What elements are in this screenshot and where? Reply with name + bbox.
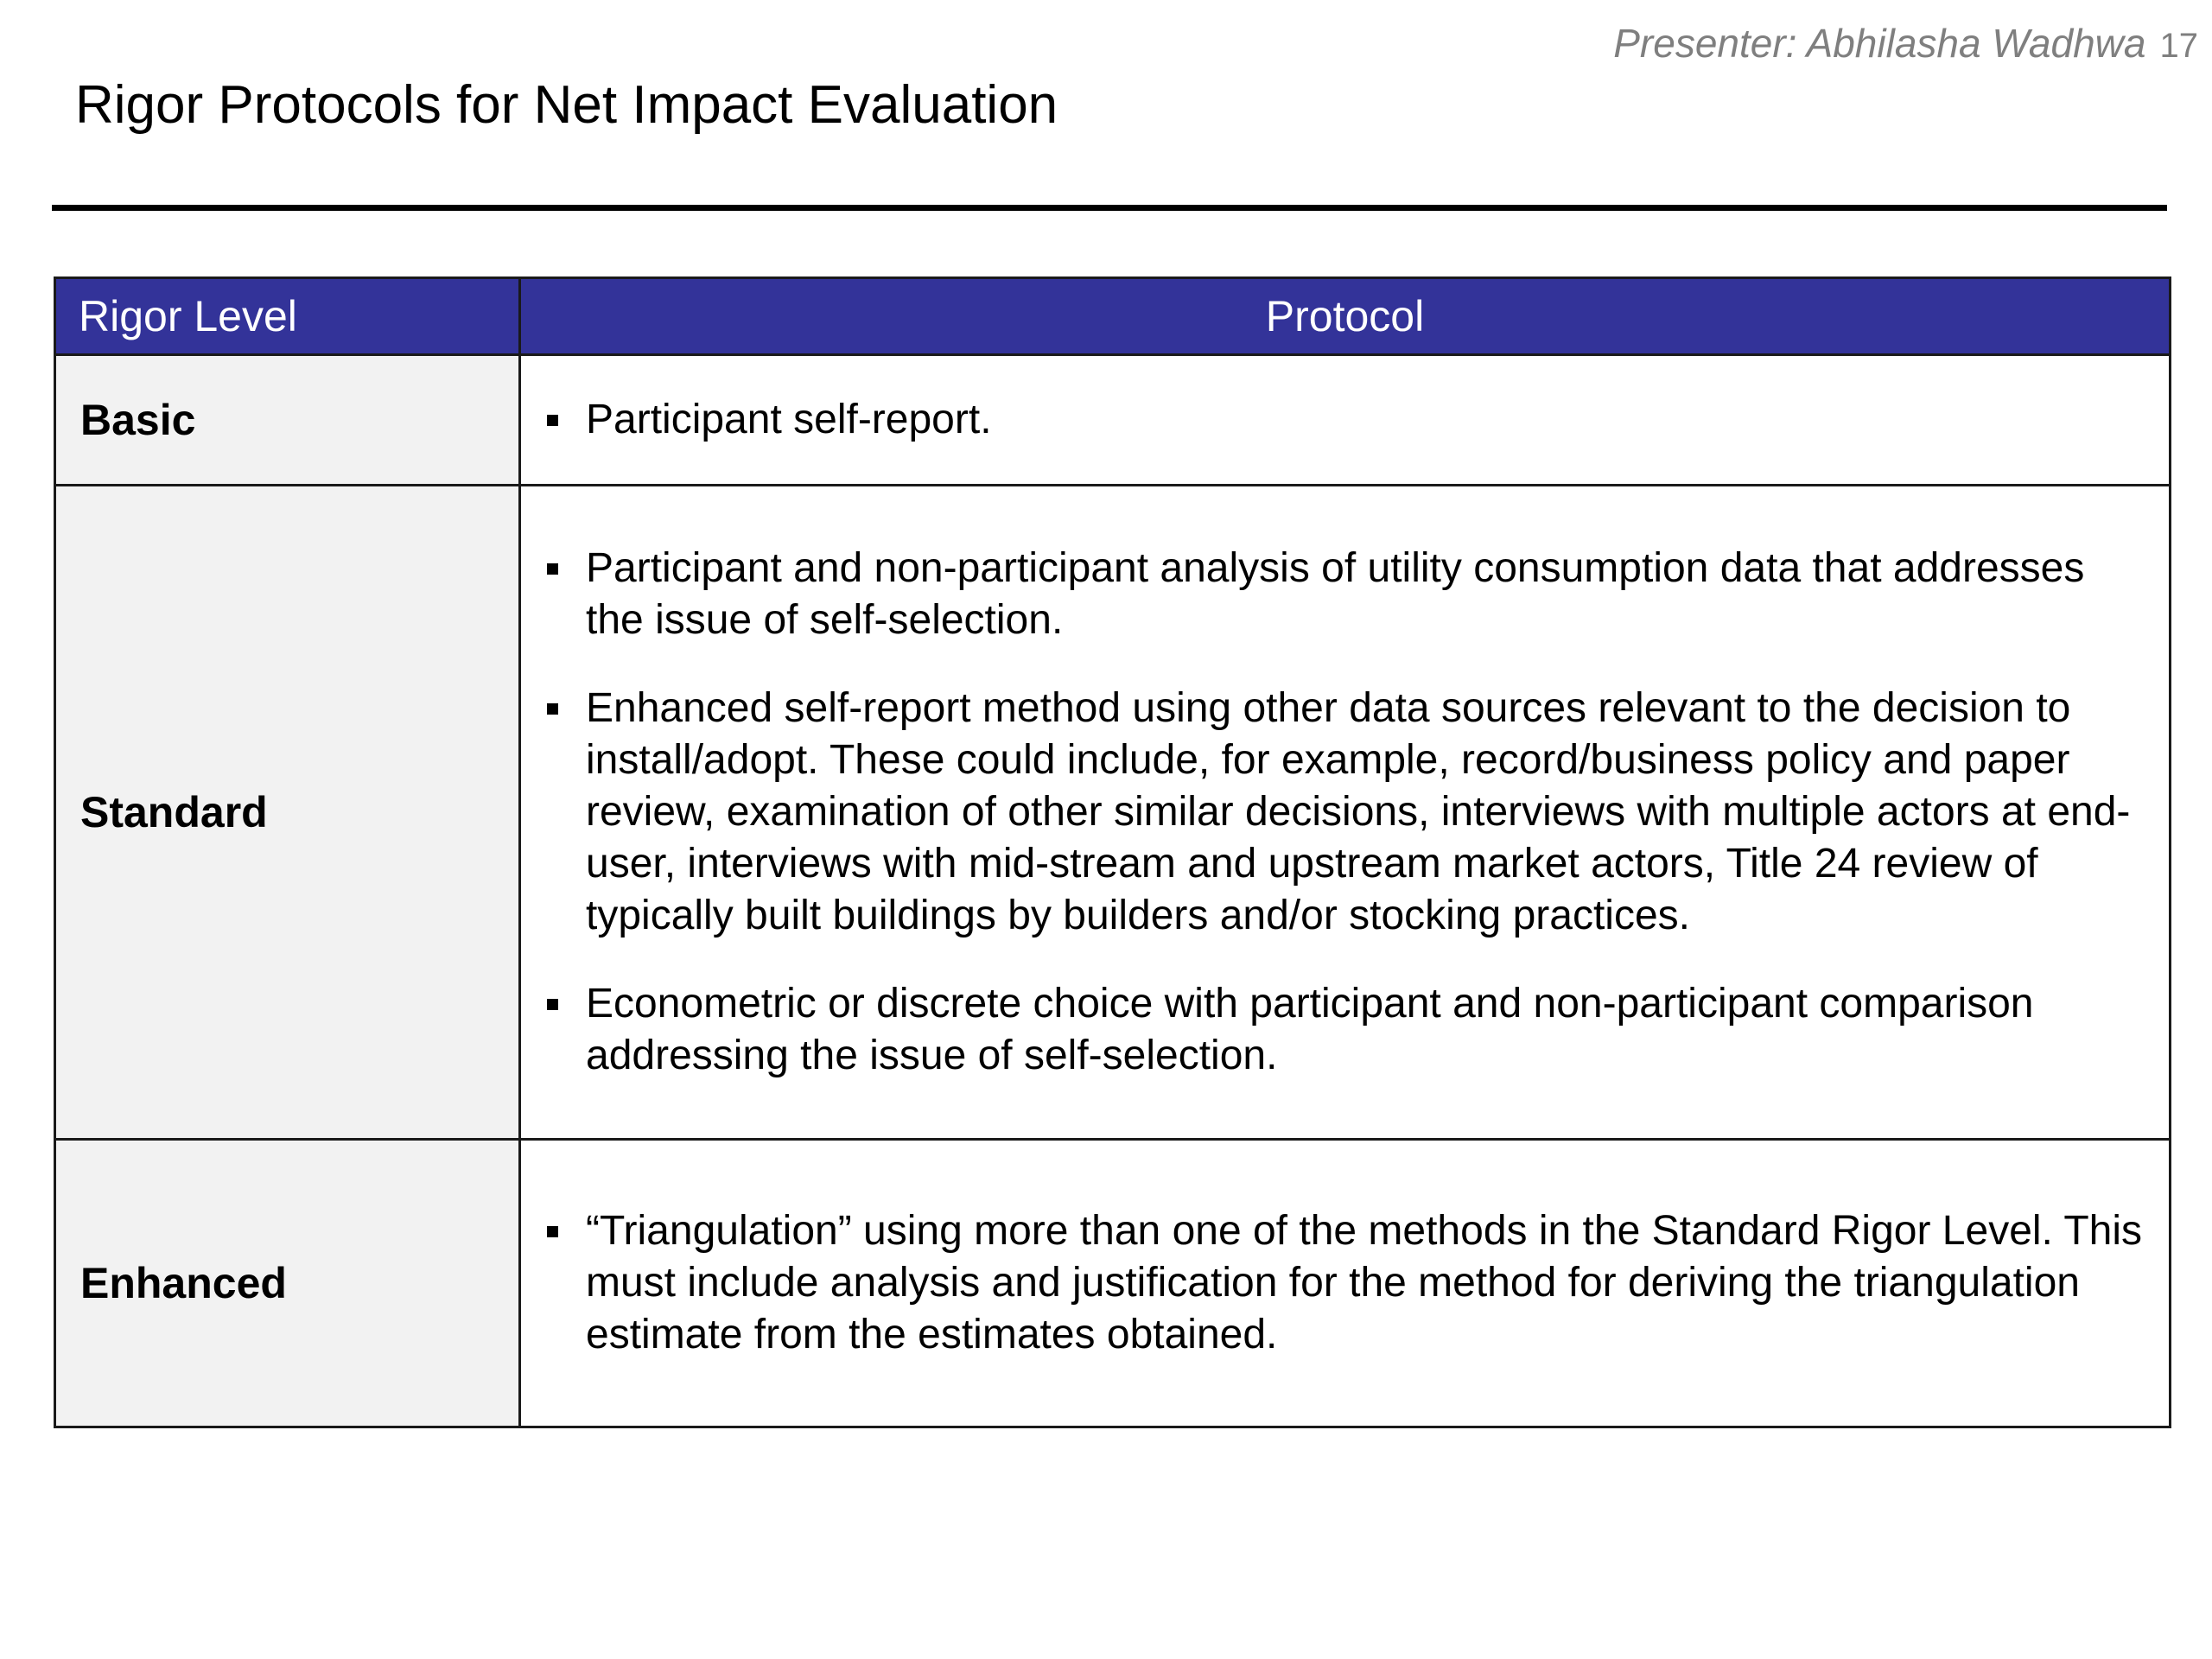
rigor-level-enhanced: Enhanced <box>55 1140 520 1427</box>
square-bullet-icon <box>547 1226 558 1237</box>
protocol-item <box>543 683 2145 942</box>
protocol-text: Enhanced self-report method using other data sources relevant to the decision to install/adopt. These could include, for example, record/business policy and paper review, examination of other similar decisions, interviews with multiple actors at end-user, interviews with mid-stream and upstream market actors, Title 24 review of typically built buildings by builders and/or stocking practices. <box>586 685 2131 938</box>
table-row-basic <box>55 355 2171 486</box>
column-header-protocol: Protocol <box>520 278 2171 355</box>
rigor-level-basic: Basic <box>55 355 520 486</box>
protocol-list-enhanced <box>543 1205 2145 1361</box>
square-bullet-icon <box>547 703 558 715</box>
slide-title: Rigor Protocols for Net Impact Evaluation <box>75 75 1058 135</box>
protocol-item <box>543 978 2145 1082</box>
protocol-list-standard <box>543 543 2145 1082</box>
rigor-protocol-table <box>54 276 2171 1428</box>
protocol-cell-enhanced <box>520 1140 2171 1427</box>
presenter-line <box>1613 19 2198 70</box>
protocol-list-basic <box>543 394 2145 446</box>
protocol-item <box>543 394 2145 446</box>
protocol-item <box>543 543 2145 646</box>
table-row-standard <box>55 486 2171 1140</box>
protocol-text: “Triangulation” using more than one of the methods in the Standard Rigor Level. This must include analysis and justification for the method for deriving the triangulation estimate from the estimates obtained. <box>586 1208 2143 1357</box>
title-divider <box>52 205 2167 211</box>
protocol-text: Econometric or discrete choice with participant and non-participant comparison addressing the issue of self-selection. <box>586 981 2034 1078</box>
protocol-cell-basic <box>520 355 2171 486</box>
column-header-rigor-level: Rigor Level <box>55 278 520 355</box>
protocol-text: Participant and non-participant analysis of utility consumption data that addresses the issue of self-selection. <box>586 545 2085 643</box>
table-header-row <box>55 278 2171 355</box>
protocol-text: Participant self-report. <box>586 397 992 442</box>
square-bullet-icon <box>547 563 558 575</box>
table-row-enhanced <box>55 1140 2171 1427</box>
protocol-item <box>543 1205 2145 1361</box>
square-bullet-icon <box>547 999 558 1010</box>
page-number: 17 <box>2159 27 2198 65</box>
presenter-name: Presenter: Abhilasha Wadhwa <box>1613 21 2146 66</box>
square-bullet-icon <box>547 415 558 426</box>
protocol-cell-standard <box>520 486 2171 1140</box>
rigor-level-standard: Standard <box>55 486 520 1140</box>
